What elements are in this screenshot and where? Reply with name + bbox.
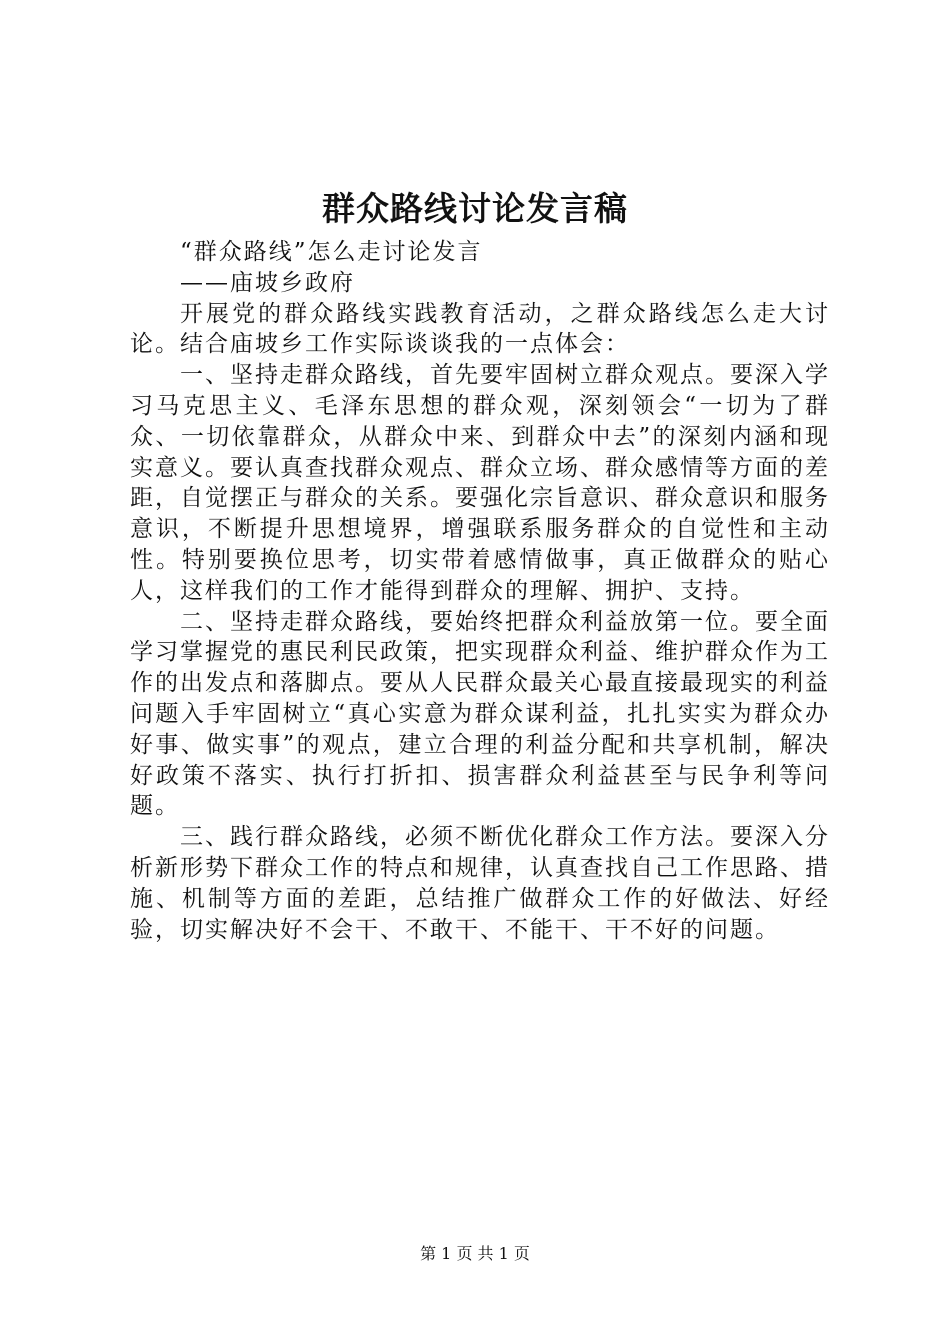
document-subtitle: “群众路线”怎么走讨论发言	[180, 239, 483, 265]
document-author: ——庙坡乡政府	[180, 269, 355, 296]
paragraph-point-three: 三、践行群众路线，必须不断优化群众工作方法。要深入分析新形势下群众工作的特点和规律，认真查找自己工作思路、措施、机制等方面的差距，总结推广做群众工作的好做法、好经验，切实解决好不会干、不敢干、不能干、干不好的问题。	[130, 824, 830, 943]
document-title: 群众路线讨论发言稿	[322, 189, 628, 228]
document-body	[130, 237, 830, 945]
paragraph-point-one: 一、坚持走群众路线，首先要牢固树立群众观点。要深入学习马克思主义、毛泽东思想的群众观，深刻领会“一切为了群众、一切依靠群众，从群众中来、到群众中去”的深刻内涵和现实意义。要认真查找群众观点、群众立场、群众感情等方面的差距，自觉摆正与群众的关系。要强化宗旨意识、群众意识和服务意识，不断提升思想境界，增强联系服务群众的自觉性和主动性。特别要换位思考，切实带着感情做事，真正做群众的贴心人，这样我们的工作才能得到群众的理解、拥护、支持。	[130, 362, 830, 604]
paragraph-intro: 开展党的群众路线实践教育活动，之群众路线怎么走大讨论。结合庙坡乡工作实际谈谈我的一点体会：	[130, 300, 830, 358]
page-footer: 第 1 页 共 1 页	[420, 1244, 530, 1263]
paragraph-point-two: 二、坚持走群众路线，要始终把群众利益放第一位。要全面学习掌握党的惠民利民政策，把实现群众利益、维护群众作为工作的出发点和落脚点。要从人民群众最关心最直接最现实的利益问题入手牢固树立“真心实意为群众谋利益，扎扎实实为群众办好事、做实事”的观点，建立合理的利益分配和共享机制，解决好政策不落实、执行打折扣、损害群众利益甚至与民争利等问题。	[130, 608, 830, 820]
